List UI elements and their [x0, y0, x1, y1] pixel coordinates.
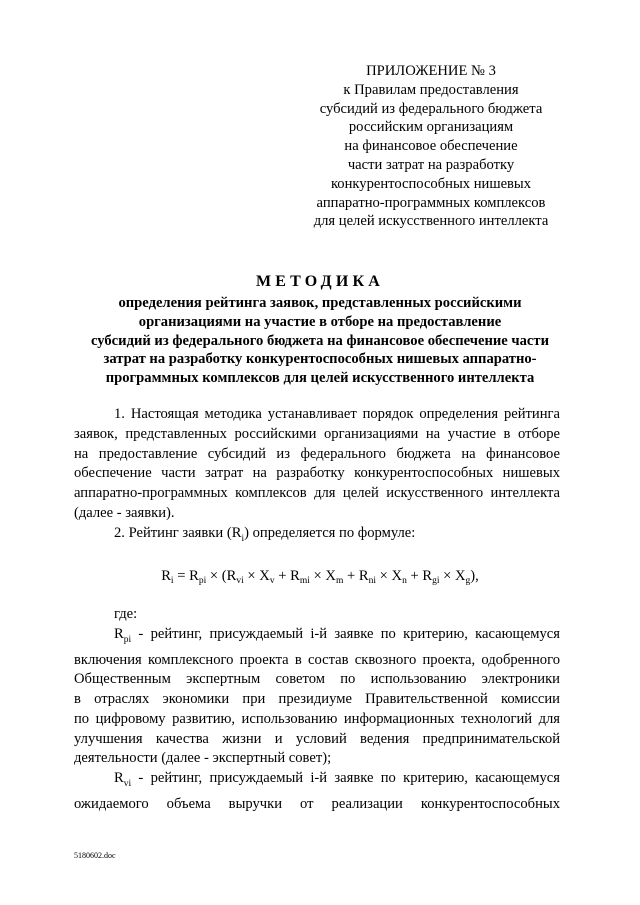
paragraph-line: на предоставление субсидий из федерального бюджета на финансовое: [74, 445, 560, 462]
para2-sub: i: [241, 533, 245, 544]
def-rpi-line: деятельности (далее - экспертный совет);: [74, 750, 332, 767]
def-rpi-line: Общественным экспертным советом по использованию электроники: [74, 671, 560, 688]
footer-filename: 5180602.doc: [74, 851, 116, 860]
formula-term-b: X: [259, 568, 270, 584]
subtitle-line: затрат на разработку конкурентоспособных нишевых аппаратно-: [103, 351, 537, 368]
document-title: МЕТОДИКА: [255, 273, 385, 290]
formula-term-a-sub: vi: [236, 576, 244, 586]
paragraph-2: [74, 524, 560, 550]
appendix-line: к Правилам предоставления: [343, 81, 519, 98]
def-rvi-first-line: [74, 769, 560, 795]
subtitle-line: программных комплексов для целей искусственного интеллекта: [105, 370, 535, 387]
paragraph-line: заявок, представленных российскими организациями на участие в отборе: [74, 425, 560, 442]
formula-plus: +: [274, 568, 291, 584]
formula-term-b-sub: g: [465, 576, 471, 586]
paragraph-line: (далее - заявки).: [74, 504, 175, 521]
formula-term-a: R: [226, 568, 237, 584]
appendix-line: российским организациям: [348, 119, 514, 136]
appendix-line: части затрат на разработку: [347, 156, 515, 173]
where-label: где:: [114, 606, 138, 622]
formula-plus: +: [406, 568, 423, 584]
paragraph-1: [74, 405, 560, 549]
formula-term-b: X: [455, 568, 466, 584]
def-rvi-line: ожидаемого объема выручки от реализации конкурентоспособных: [74, 795, 560, 812]
formula-eq: =: [173, 568, 190, 584]
appendix-line: на финансовое обеспечение: [344, 138, 518, 155]
formula-term-a: R: [358, 568, 369, 584]
formula-lhs-sub: i: [170, 576, 174, 586]
def-rpi-line: в отраслях экономики при президиуме Правительственной комиссии: [74, 691, 560, 708]
def-rpi-symbol-sub: pi: [123, 634, 132, 645]
def-rpi-text: - рейтинг, присуждаемый i-й заявке по критерию, касающемуся: [131, 625, 560, 642]
para2-suffix: ) определяется по формуле:: [244, 524, 416, 541]
paragraph-line: аппаратно-программных комплексов для целей искусственного интеллекта: [74, 485, 560, 502]
def-rpi-line: по цифровому развитию, использованию информационных технологий для: [74, 710, 560, 727]
paragraph-line: обеспечение части затрат на разработку конкурентоспособных нишевых: [74, 465, 560, 482]
rating-formula: [0, 568, 640, 586]
appendix-header: [296, 62, 566, 231]
formula-term-b-sub: v: [269, 576, 275, 586]
def-rvi-text: - рейтинг, присуждаемый i-й заявке по критерию, касающемуся: [131, 770, 560, 787]
def-rpi-symbol: R: [114, 625, 124, 642]
formula-op: ×: [375, 568, 392, 584]
formula-term-a-sub: pi: [198, 576, 207, 586]
formula-term-b: X: [325, 568, 336, 584]
appendix-line: ПРИЛОЖЕНИЕ № 3: [366, 63, 496, 79]
paragraph-line: 1. Настоящая методика устанавливает порядок определения рейтинга: [114, 406, 560, 422]
appendix-line: субсидий из федерального бюджета: [319, 100, 543, 117]
subtitle-line: определения рейтинга заявок, представленных российскими: [118, 295, 522, 311]
formula-term-a-sub: mi: [299, 576, 310, 586]
def-rpi-line: включения комплексного проекта в состав сквозного проекта, одобренного: [74, 651, 560, 668]
def-rvi-symbol-sub: vi: [123, 779, 132, 790]
formula-term-a: R: [290, 568, 300, 584]
document-subtitle: [60, 294, 580, 388]
formula-op: ×: [243, 568, 260, 584]
subtitle-line: организациями на участие в отборе на предоставление: [138, 313, 502, 330]
formula-plus: +: [343, 568, 359, 584]
appendix-line: для целей искусственного интеллекта: [313, 213, 549, 230]
def-rvi-symbol: R: [114, 770, 124, 787]
formula-term-a-sub: ni: [368, 576, 376, 586]
formula-op: × (: [206, 568, 227, 584]
formula-term-a-sub: gi: [432, 576, 440, 586]
formula-op: ×: [309, 568, 326, 584]
definitions: [74, 605, 560, 815]
formula-term-a: R: [422, 568, 433, 584]
para2-prefix: 2. Рейтинг заявки (R: [114, 524, 242, 541]
formula-term-b: X: [391, 568, 403, 584]
def-rpi-line: улучшения качества жизни и условий ведения предпринимательской: [74, 730, 560, 747]
subtitle-line: субсидий из федерального бюджета на финансовое обеспечение части: [91, 332, 549, 349]
formula-term-b-sub: m: [335, 576, 344, 586]
formula-op: ×: [439, 568, 455, 584]
appendix-line: аппаратно-программных комплексов: [316, 194, 546, 211]
formula-lhs: R: [161, 568, 171, 584]
def-rpi-first-line: [74, 625, 560, 651]
appendix-line: конкурентоспособных нишевых: [330, 175, 532, 192]
formula-term-b-sub: n: [402, 576, 407, 586]
formula-term-a: R: [189, 568, 199, 584]
formula-tail: ),: [470, 568, 479, 584]
